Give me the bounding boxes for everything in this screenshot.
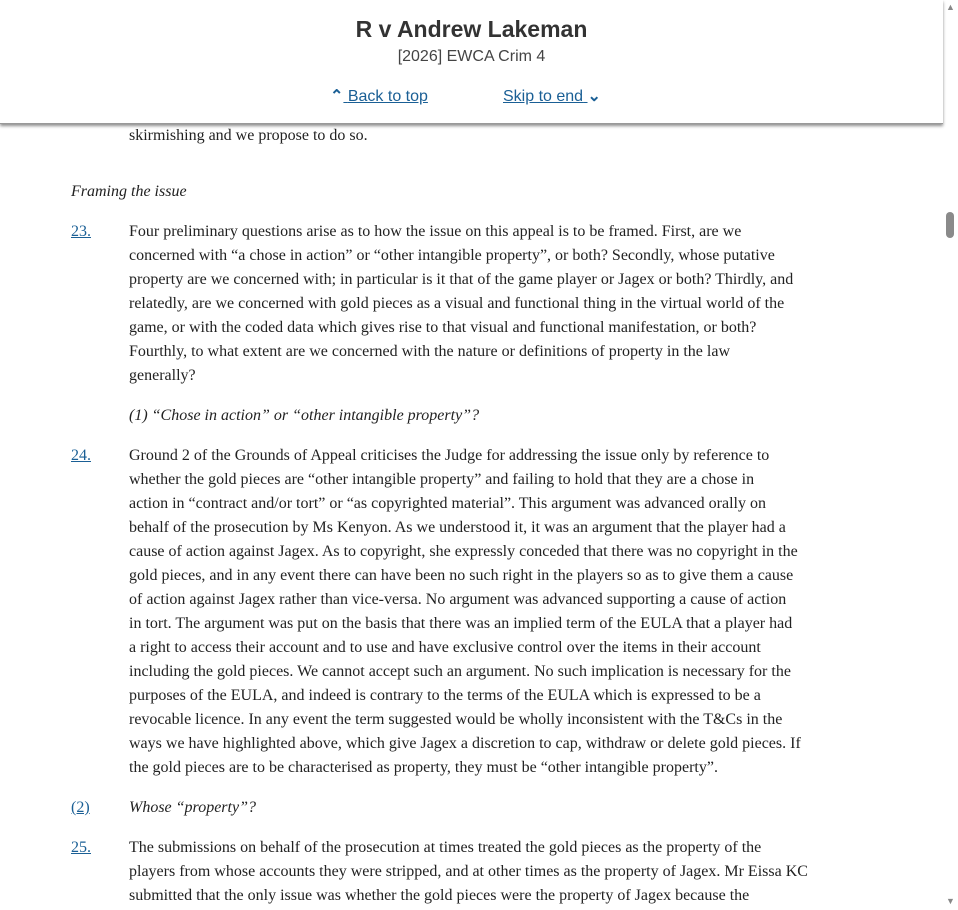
paragraph-line: relatedly, are we concerned with gold pieces as a visual and functional thing in the virtual world of the — [129, 295, 785, 312]
paragraph-line: behalf of the prosecution by Ms Kenyon. As we understood it, it was an argument that the player had a — [129, 519, 786, 536]
case-citation: [2026] EWCA Crim 4 — [397, 48, 546, 65]
paragraph-line: Ground 2 of the Grounds of Appeal criticises the Judge for addressing the issue only by reference to — [129, 447, 770, 464]
scrollbar[interactable] — [943, 0, 958, 910]
paragraph-line: whether the gold pieces are “other intangible property” and failing to hold that they are a chose in — [129, 471, 755, 488]
paragraph-line: gold pieces, and in any event there can have been no such right in the players so as to give them a cause — [129, 567, 794, 584]
paragraph-line: the gold pieces are to be characterised as property, they must be “other intangible property”. — [129, 759, 718, 776]
subheading-2-link[interactable]: (2) — [71, 799, 90, 816]
paragraph-line: concerned with “a chose in action” or “other intangible property”, or both? Secondly, whose putative — [129, 247, 775, 264]
paragraph-line: in tort. The argument was put on the basis that there was an implied term of the EULA that a player had — [129, 615, 793, 632]
scrollbar-thumb[interactable] — [946, 212, 954, 238]
paragraph-line: cause of action against Jagex. As to copyright, she expressly conceded that there was no copyright in the — [129, 543, 798, 560]
paragraph-line: Four preliminary questions arise as to how the issue on this appeal is to be framed. First, are we — [129, 223, 742, 240]
paragraph-line: game, or with the coded data which gives rise to that visual and functional manifestation, or both? — [129, 319, 757, 336]
section-heading: Framing the issue — [71, 183, 187, 200]
back-to-top-link[interactable] — [330, 86, 428, 106]
sticky-header — [0, 0, 943, 124]
paragraph-line: a right to access their account and to use and have exclusive control over the items in their account — [129, 639, 761, 656]
paragraph-line: purposes of the EULA, and indeed is contrary to the terms of the EULA which is expressed to be a — [129, 687, 761, 704]
subheading-2: Whose “property”? — [129, 799, 256, 816]
subheading-1: (1) “Chose in action” or “other intangible property”? — [129, 407, 480, 424]
paragraph-line: Fourthly, to what extent are we concerned with the nature or definitions of property in the law — [129, 343, 730, 360]
case-title: R v Andrew Lakeman — [355, 16, 588, 42]
paragraph-line: of action against Jagex rather than vice-versa. No argument was advanced supporting a cause of action — [129, 591, 787, 608]
chevron-up-icon: ⌃ — [330, 88, 344, 105]
paragraph-line: including the gold pieces. We cannot accept such an argument. No such implication is necessary for the — [129, 663, 791, 680]
paragraph-line: revocable licence. In any event the term suggested would be wholly inconsistent with the T&Cs in the — [129, 711, 783, 728]
chevron-down-icon: ⌄ — [587, 88, 601, 105]
paragraph-line: action in “contract and/or tort” or “as copyrighted material”. This argument was advanced orally on — [129, 495, 766, 512]
paragraph-line: players from whose accounts they were stripped, and at other times as the property of Jagex. Mr Eissa KC — [129, 863, 808, 880]
scroll-down-arrow-icon[interactable]: ▼ — [946, 896, 955, 906]
paragraph-line: ways we have highlighted above, which give Jagex a discretion to cap, withdraw or delete gold pieces. If — [129, 735, 801, 752]
paragraph-line: generally? — [129, 367, 196, 384]
paragraph-24-link[interactable]: 24. — [71, 447, 91, 464]
scroll-up-arrow-icon[interactable]: ▲ — [946, 2, 955, 12]
paragraph-23-link[interactable]: 23. — [71, 223, 91, 240]
back-to-top-label: Back to top — [347, 88, 428, 105]
skip-to-end-link[interactable] — [503, 86, 601, 106]
paragraph-line: The submissions on behalf of the prosecution at times treated the gold pieces as the property of the — [129, 839, 762, 856]
skip-to-end-label: Skip to end — [503, 88, 584, 105]
paragraph-25-link[interactable]: 25. — [71, 839, 91, 856]
paragraph-line: submitted that the only issue was whether the gold pieces were the property of Jagex because the — [129, 887, 750, 904]
paragraph-line: property are we concerned with; in particular is it that of the game player or Jagex or both? Thirdly, and — [129, 271, 794, 288]
intro-line: skirmishing and we propose to do so. — [129, 127, 368, 144]
